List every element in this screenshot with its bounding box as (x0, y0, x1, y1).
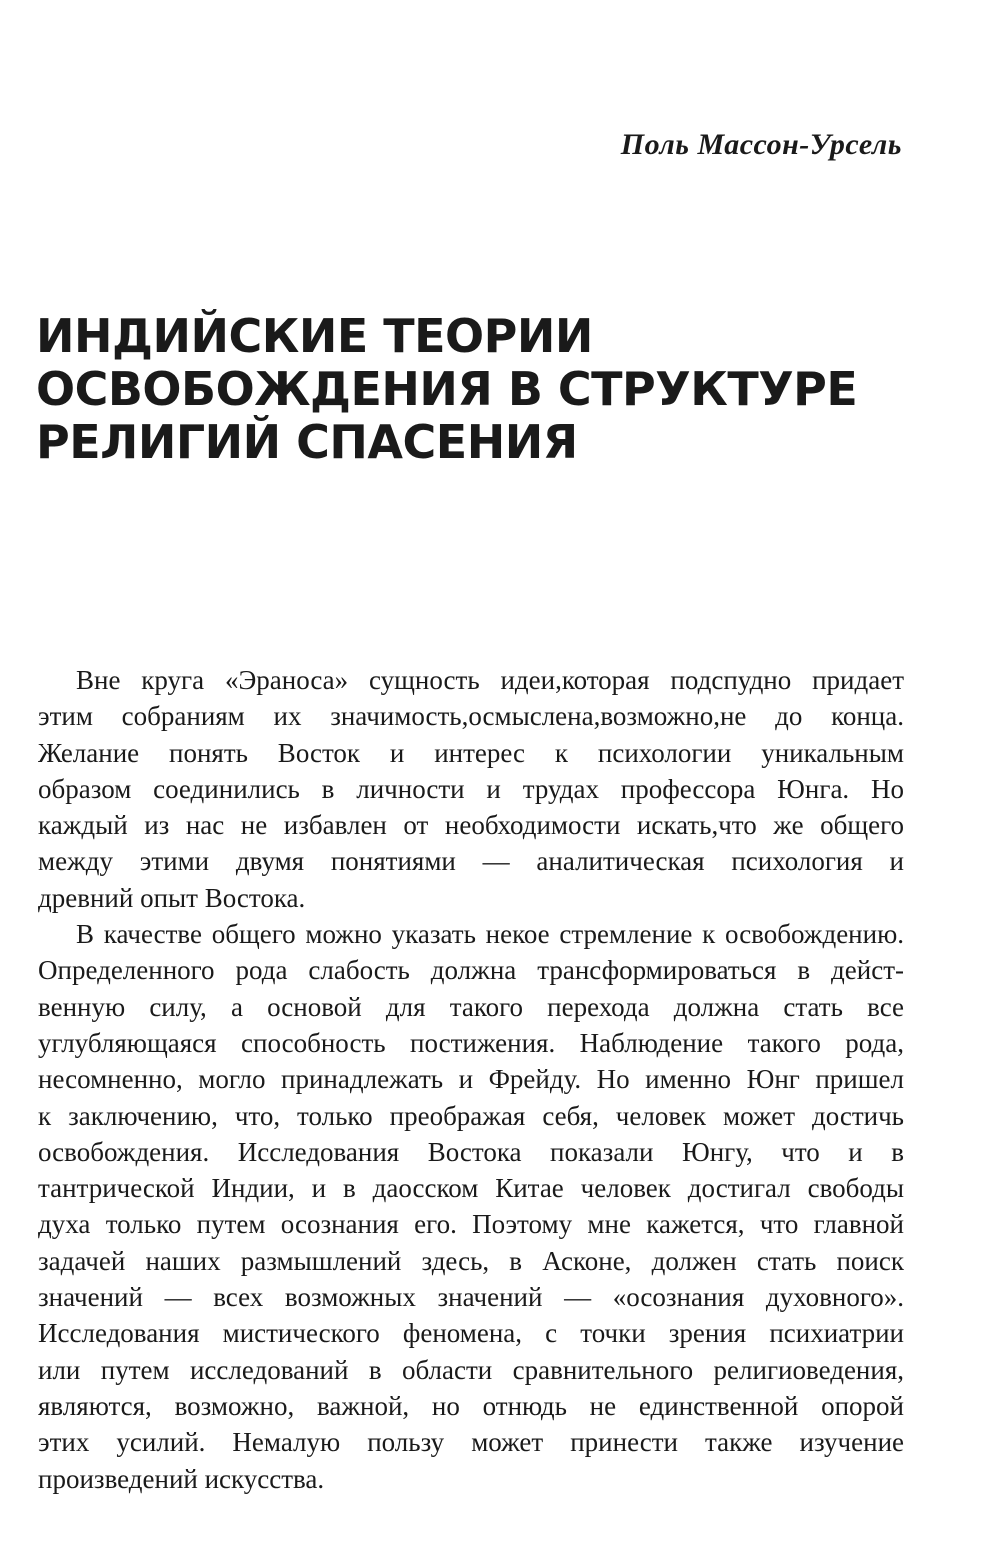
text-line: венную силу, а основой для такого перехода должна стать все (38, 991, 904, 1022)
text-line: освобождения. Исследования Востока показали Юнгу, что и в (38, 1136, 904, 1167)
text-line: тантрической Индии, и в даосском Китае человек достигал свободы (38, 1173, 904, 1204)
text-line: этим собраниям их значимость,осмыслена,возможно,не до конца. (38, 701, 904, 732)
text-line: являются, возможно, важной, но отнюдь не единственной опорой (38, 1390, 904, 1421)
text-line: задачей наших размышлений здесь, в Асконе, должен стать поиск (38, 1245, 904, 1276)
text-line: Исследования мистического феномена, с точки зрения психиатрии (38, 1318, 904, 1349)
body-text (38, 662, 904, 1497)
text-line: образом соединились в личности и трудах профессора Юнга. Но (38, 773, 904, 804)
text-line: произведений искусства. (38, 1463, 325, 1494)
text-line: к заключению, что, только преображая себя, человек может достичь (38, 1100, 904, 1131)
text-line: значений — всех возможных значений — «осознания духовного». (38, 1282, 904, 1313)
title-line: ИНДИЙСКИЕ ТЕОРИИ (36, 309, 593, 363)
text-line: несомненно, могло принадлежать и Фрейду. Но именно Юнг пришел (38, 1064, 904, 1095)
chapter-title (36, 310, 936, 469)
paragraph (38, 916, 904, 1497)
text-line: В качестве общего можно указать некое стремление к освобождению. (76, 919, 904, 950)
text-line: Вне круга «Эраноса» сущность идеи,которая подспудно придает (76, 665, 904, 695)
paragraph (38, 662, 904, 916)
text-line: духа только путем осознания его. Поэтому мне кажется, что главной (38, 1209, 904, 1240)
text-line: между этими двумя понятиями — аналитическая психология и (38, 846, 904, 877)
text-line: древний опыт Востока. (38, 882, 306, 913)
text-line: каждый из нас не избавлен от необходимости искать,что же общего (38, 810, 904, 841)
running-author: Поль Массон-Урсель (620, 128, 902, 161)
title-line: ОСВОБОЖДЕНИЯ В СТРУКТУРЕ (36, 362, 858, 416)
text-line: этих усилий. Немалую пользу может принести также изучение (38, 1427, 904, 1458)
text-line: углубляющаяся способность постижения. Наблюдение такого рода, (38, 1027, 904, 1058)
text-line: Определенного рода слабость должна трансформироваться в дейст- (38, 955, 904, 986)
text-line: или путем исследований в области сравнительного религиоведения, (38, 1354, 904, 1385)
title-line: РЕЛИГИЙ СПАСЕНИЯ (36, 415, 578, 469)
text-line: Желание понять Восток и интерес к психологии уникальным (38, 737, 904, 768)
